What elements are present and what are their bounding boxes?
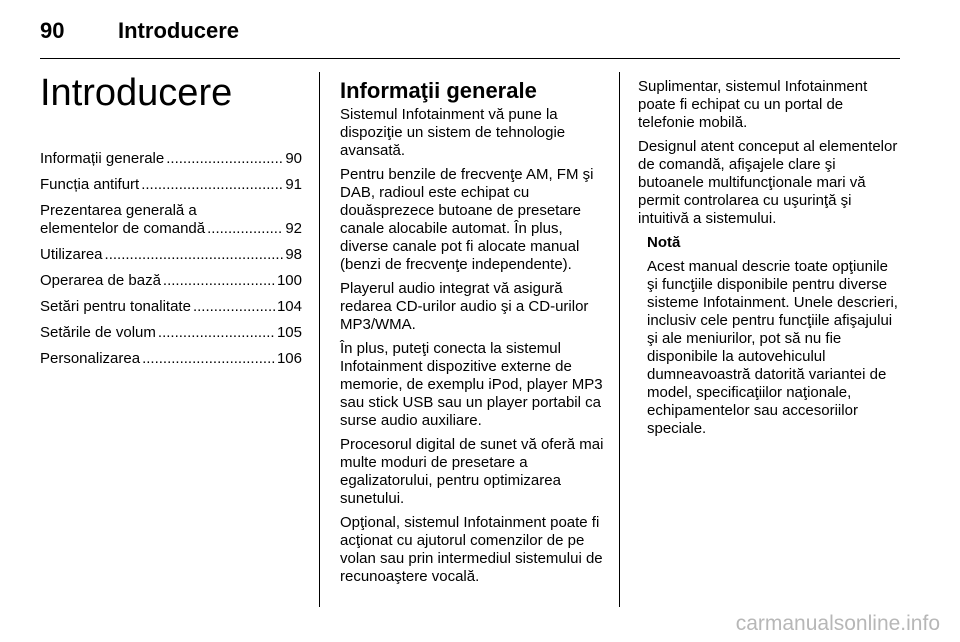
right-column [638,78,902,444]
toc-leader-dots [142,350,275,368]
toc-entry[interactable] [40,350,302,368]
toc-entry-page[interactable]: 100 [276,272,302,289]
toc-entry-label[interactable]: Setări pentru tonalitate [40,298,191,315]
column-divider-left [319,72,320,607]
body-paragraph: Designul atent conceput al elementelor de comandă, afişajele clare şi butoanele multifuncţionale mari vă permit controlarea cu uşurinţă şi intuitivă a sistemului. [638,138,898,227]
chapter-title: Introducere [40,72,233,114]
toc-leader-dots [158,324,275,342]
toc-leader-dots [163,272,275,290]
toc-entry-page[interactable]: 90 [285,150,302,167]
toc-leader-dots [141,176,283,194]
toc-entry-page[interactable]: 98 [285,246,302,263]
toc-entry-label[interactable]: Informații generale [40,150,165,167]
toc-entry[interactable] [40,324,302,342]
table-of-contents [40,150,302,376]
note-text: Acest manual descrie toate opţiunile şi funcţiile disponibile pentru diverse sisteme Infotainment. Unele descrieri, inclusiv cele pentru funcţiile afişajului şi ale meniurilor, pot să nu fie disponibile la autovehiculul dumneavoastră datorită variantei de model, specificaţiilor naţionale, echipamentelor sau accesoriilor speciale. [647,258,898,437]
column-divider-right [619,72,620,607]
note-title: Notă [647,234,681,251]
toc-entry-label[interactable]: Utilizarea [40,246,103,263]
toc-entry-page[interactable]: 92 [285,220,302,237]
toc-entry-page[interactable]: 106 [276,350,302,367]
body-paragraph: În plus, puteţi conecta la sistemul Infotainment dispozitive externe de memorie, de exemplu iPod, player MP3 sau stick USB sau un player portabil ca surse audio auxiliare. [340,340,603,429]
toc-entry-page[interactable]: 104 [276,298,302,315]
footer-watermark: carmanualsonline.info [735,612,940,635]
toc-leader-dots [193,298,275,316]
body-paragraph: Sistemul Infotainment vă pune la dispoziţie un sistem de tehnologie avansată. [340,106,566,159]
toc-entry[interactable] [40,150,302,168]
toc-entry[interactable] [40,246,302,264]
toc-entry-label[interactable]: Operarea de bază [40,272,161,289]
body-paragraph: Suplimentar, sistemul Infotainment poate fi echipat cu un portal de telefonie mobilă. [638,78,868,131]
running-title: Introducere [118,18,240,43]
toc-entry[interactable] [40,176,302,194]
section-title: Informaţii generale [340,78,537,103]
toc-entry[interactable] [40,202,302,238]
toc-entry-label[interactable]: Prezentarea generală a elementelor de comandă [40,202,206,237]
toc-entry-label[interactable]: Personalizarea [40,350,141,367]
body-paragraph: Procesorul digital de sunet vă oferă mai multe moduri de presetare a egalizatorului, pentru optimizarea sunetului. [340,436,604,507]
toc-entry-page[interactable]: 105 [276,324,302,341]
page-number: 90 [40,18,65,43]
header-rule [40,58,900,59]
toc-entry-label[interactable]: Funcția antifurt [40,176,140,193]
body-paragraph: Pentru benzile de frecvenţe AM, FM şi DAB, radioul este echipat cu douăsprezece butoane de presetare canale alocabile automat. În plus, diverse canale pot fi alocate manual (benzi de frecvenţe independente). [340,166,594,273]
toc-leader-dots [207,220,283,238]
toc-leader-dots [166,150,283,168]
toc-entry[interactable] [40,272,302,290]
middle-column [340,78,606,592]
toc-entry-label[interactable]: Setările de volum [40,324,156,341]
note-box [647,234,902,438]
toc-leader-dots [105,246,284,264]
body-paragraph: Playerul audio integrat vă asigură redarea CD-urilor audio şi a CD-urilor MP3/WMA. [340,280,589,333]
toc-entry-page[interactable]: 91 [285,176,302,193]
body-paragraph: Opţional, sistemul Infotainment poate fi acţionat cu ajutorul comenzilor de pe volan sau prin intermediul sistemului de recunoaştere vocală. [340,514,603,585]
toc-entry[interactable] [40,298,302,316]
